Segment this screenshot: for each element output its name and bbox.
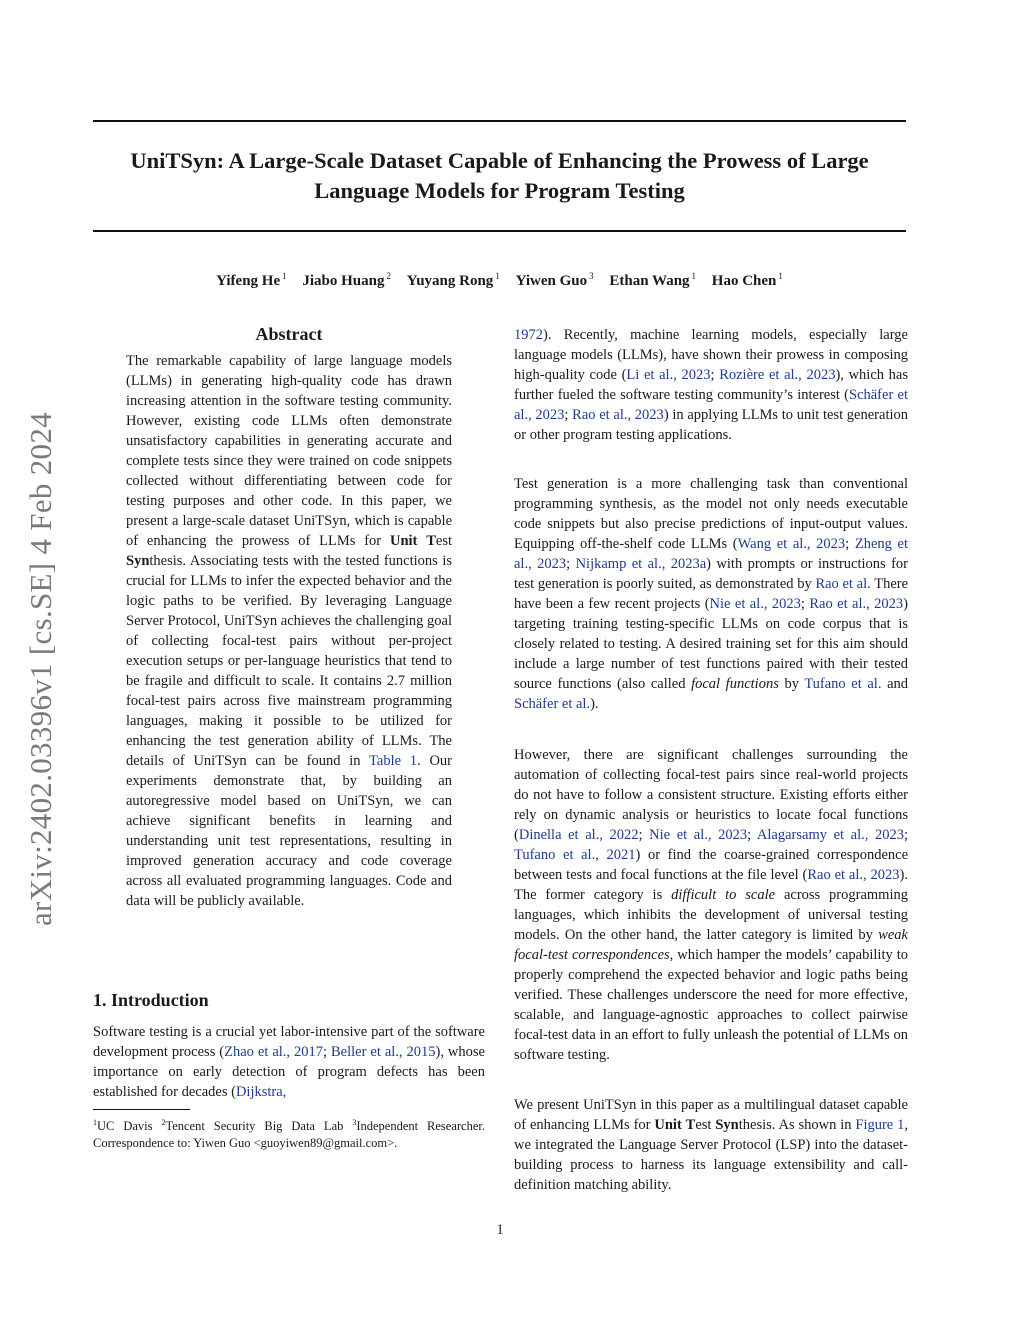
- author: Hao Chen $^1$: [711, 271, 783, 289]
- citation-link[interactable]: Li et al., 2023: [626, 367, 711, 383]
- citation-link[interactable]: Rao et al., 2023: [572, 407, 664, 423]
- intro-paragraph-continued: 1972). Recently, machine learning models, especially large language models (LLMs), have shown their prowess in composing high-quality code (Li et al., 2023; Rozière et al., 2023), which has further fueled the software testing community’s interest (Schäfer et al., 2023; Rao et al., 2023) in applying LLMs to unit test generation or other program testing applications.: [514, 327, 909, 443]
- citation-link[interactable]: Rao et al., 2023: [807, 867, 900, 883]
- citation-link[interactable]: Schäfer et al.: [514, 696, 591, 712]
- contribution-paragraph: We present UniTSyn in this paper as a multilingual dataset capable of enhancing LLMs for Unit Test Synthesis. As shown in Figure 1, we integrated the Language Server Protocol (LSP) into the dataset-building process to harness its language extensibility and call-definition matching ability.: [514, 1097, 909, 1193]
- citation-link[interactable]: Beller et al., 2015: [331, 1044, 436, 1060]
- author: Yiwen Guo $^3$: [515, 271, 594, 289]
- citation-link[interactable]: Dijkstra,: [235, 1084, 287, 1100]
- citation-link[interactable]: Rao et al.: [815, 576, 871, 592]
- citation-link[interactable]: Zhao et al., 2017: [224, 1044, 324, 1060]
- affiliations-footnote: $^1$UC Davis $^2$Tencent Security Big Data Lab $^3$Independent Researcher. Correspondence to: Yiwen Guo <guoyiwen89@gmail.com>.: [93, 1118, 485, 1151]
- title-bottom-rule: [93, 230, 906, 232]
- table-link[interactable]: Table 1: [369, 753, 418, 769]
- intro-paragraph: Software testing is a crucial yet labor-intensive part of the software development process (Zhao et al., 2017; Beller et al., 2015), whose importance on early detection of program defects has been established for decades (Dijkstra,: [93, 1024, 485, 1100]
- figure-link[interactable]: Figure 1: [855, 1117, 905, 1133]
- author: Jiabo Huang $^2$: [302, 271, 391, 289]
- arxiv-stamp: arXiv:2402.03396v1 [cs.SE] 4 Feb 2024: [23, 412, 58, 926]
- abstract-body: The remarkable capability of large language models (LLMs) in generating high-quality code has drawn increasing attention in the software testing community. However, existing code LLMs often demonstrate unsatisfactory capabilities in generating accurate and complete tests since they were trained on code snippets collected without differentiating between code for testing purposes and other code. In this paper, we present a large-scale dataset UniTSyn, which is capable of enhancing the prowess of LLMs for Unit Test Synthesis. Associating tests with the tested functions is crucial for LLMs to infer the expected behavior and the logic paths to be verified. By leveraging Language Server Protocol, UniTSyn achieves the challenging goal of collecting focal-test pairs without per-project execution setups or per-language heuristics that tend to be fragile and difficult to scale. It contains 2.7 million focal-test pairs across five mainstream programming languages, making it possible to be utilized for enhancing the test generation ability of LLMs. The details of UniTSyn can be found in Table 1. Our experiments demonstrate that, by building an autoregressive model based on UniTSyn, we can achieve significant benefits in learning and understanding unit test representations, resulting in improved generation accuracy and code coverage across all evaluated programming languages. Code and data will be publicly available.: [126, 353, 453, 909]
- citation-link[interactable]: Nie et al., 2023: [709, 596, 801, 612]
- citation-link[interactable]: Alagarsamy et al., 2023: [756, 827, 904, 843]
- citation-link[interactable]: 1972: [514, 327, 543, 343]
- author: Yifeng He $^1$: [216, 271, 287, 289]
- citation-link[interactable]: Wang et al., 2023: [737, 536, 846, 552]
- citation-link[interactable]: Nie et al., 2023: [649, 827, 748, 843]
- title-top-rule: [93, 120, 906, 122]
- citation-link[interactable]: Rozière et al., 2023: [719, 367, 836, 383]
- author: Ethan Wang $^1$: [609, 271, 697, 289]
- citation-link[interactable]: Tufano et al., 2021: [514, 847, 636, 863]
- test-generation-paragraph: Test generation is a more challenging task than conventional programming synthesis, as the model not only needs executable code snippets but also precise predictions of input-output values. Equipping off-the-shelf code LLMs (Wang et al., 2023; Zheng et al., 2023; Nijkamp et al., 2023a) with prompts or instructions for test generation is poorly suited, as demonstrated by Rao et al. There have been a few recent projects (Nie et al., 2023; Rao et al., 2023) targeting training testing-specific LLMs on code corpus that is closely related to testing. A desired training set for this aim should include a large number of test functions paired with their tested source functions (also called focal functions by Tufano et al. and Schäfer et al.).: [514, 476, 909, 712]
- citation-link[interactable]: Rao et al., 2023: [809, 596, 904, 612]
- citation-link[interactable]: Zheng et al., 2023: [514, 536, 909, 572]
- section-heading-introduction: 1. Introduction: [93, 990, 209, 1010]
- footnote-rule: [93, 1109, 190, 1110]
- page-number: 1: [496, 1222, 504, 1238]
- abstract-heading: Abstract: [255, 324, 323, 344]
- author-list: [93, 266, 906, 291]
- citation-link[interactable]: Nijkamp et al., 2023a: [575, 556, 707, 572]
- citation-link[interactable]: Dinella et al., 2022: [518, 827, 639, 843]
- author: Yuyang Rong $^1$: [406, 271, 500, 289]
- citation-link[interactable]: Tufano et al.: [804, 676, 882, 692]
- challenges-paragraph: However, there are significant challenges surrounding the automation of collecting focal-test pairs since real-world projects do not have to follow a consistent structure. Existing efforts either rely on dynamic analysis or heuristics to locate focal functions (Dinella et al., 2022; Nie et al., 2023; Alagarsamy et al., 2023; Tufano et al., 2021) or find the coarse-grained correspondence between tests and focal functions at the file level (Rao et al., 2023). The former category is difficult to scale across programming languages, which inhibits the development of universal testing models. On the other hand, the latter category is limited by weak focal-test correspondences, which hamper the models’ capability to properly comprehend the expected behavior and logic paths being verified. These challenges underscore the need for more effective, scalable, and language-agnostic approaches to collect pairwise focal-test data in an effort to fully unleash the potential of LLMs on software testing.: [514, 747, 909, 1063]
- paper-title: UniTSyn: A Large-Scale Dataset Capable of Enhancing the Prowess of Large Language Models for Program Testing: [130, 148, 869, 203]
- citation-link[interactable]: Schäfer et al., 2023: [514, 387, 908, 423]
